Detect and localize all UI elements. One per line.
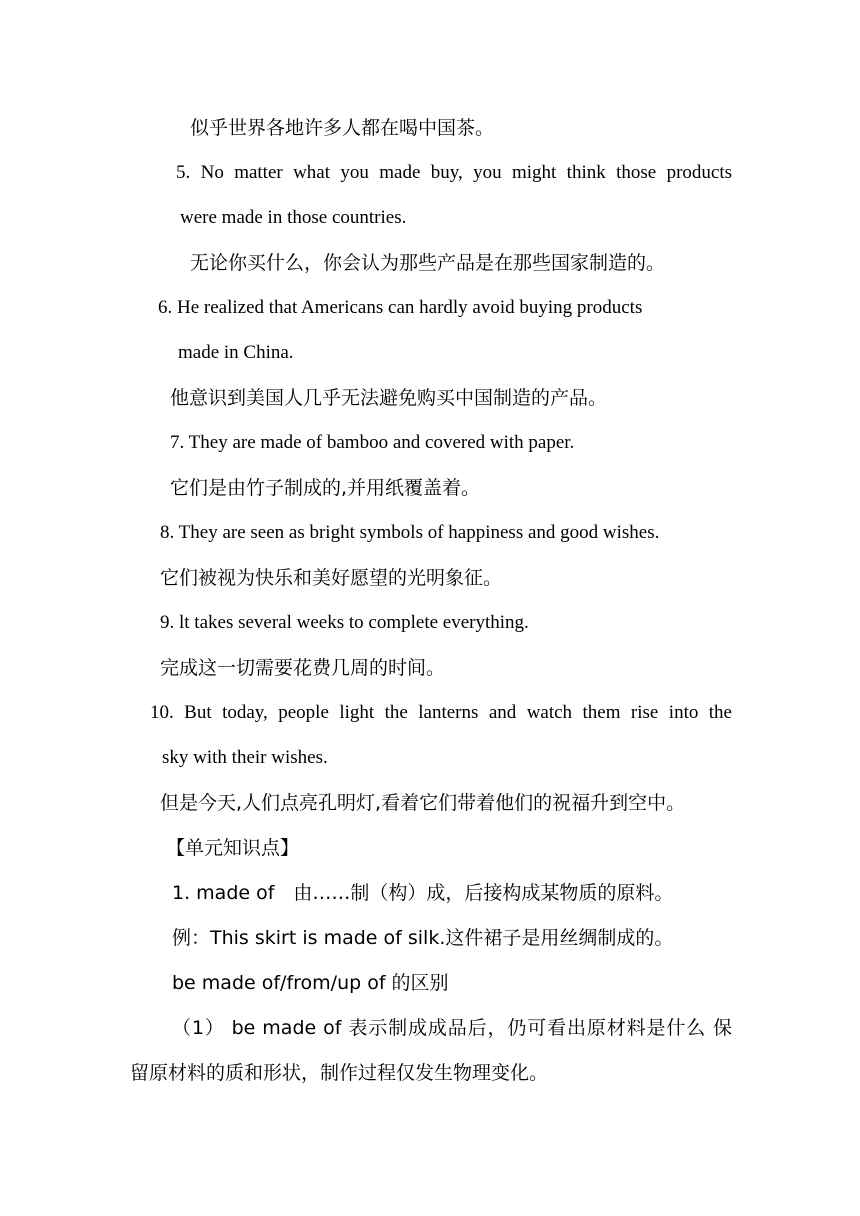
sentence-8-translation: 它们被视为快乐和美好愿望的光明象征。 [160,567,503,589]
sentence-10-line-1: 10. But today, people light the lanterns and watch them rise into the [150,702,732,723]
sentence-9: 9. lt takes several weeks to complete everything. [160,612,529,633]
tea-translation: 似乎世界各地许多人都在喝中国茶。 [190,117,495,139]
knowledge-point-1: 1. made of 由……制（构）成，后接构成某物质的原料。 [172,882,674,904]
sentence-6-line-2: made in China. [178,342,294,363]
sentence-7: 7. They are made of bamboo and covered with paper. [170,432,575,453]
sentence-10-translation: 但是今天,人们点亮孔明灯,看着它们带着他们的祝福升到空中。 [160,792,686,814]
sentence-5-line-1: 5. No matter what you made buy, you might think those products [176,162,732,183]
sentence-5-translation: 无论你买什么，你会认为那些产品是在那些国家制造的。 [190,252,666,274]
difference-heading: be made of/from/up of 的区别 [172,972,449,994]
point-1-line-1: （1） be made of 表示制成成品后，仍可看出原材料是什么 保 [172,1017,732,1039]
sentence-6-line-1: 6. He realized that Americans can hardly avoid buying products [158,297,643,318]
section-heading: 【单元知识点】 [166,837,300,859]
sentence-8: 8. They are seen as bright symbols of happiness and good wishes. [160,522,660,543]
sentence-9-translation: 完成这一切需要花费几周的时间。 [160,657,446,679]
sentence-7-translation: 它们是由竹子制成的,并用纸覆盖着。 [170,477,481,499]
sentence-6-translation: 他意识到美国人几乎无法避免购买中国制造的产品。 [170,387,608,409]
sentence-5-line-2: were made in those countries. [180,207,407,228]
point-1-line-2: 留原材料的质和形状，制作过程仅发生物理变化。 [130,1062,549,1084]
example-sentence: 例：This skirt is made of silk.这件裙子是用丝绸制成的。 [172,927,674,949]
sentence-10-line-2: sky with their wishes. [162,747,328,768]
